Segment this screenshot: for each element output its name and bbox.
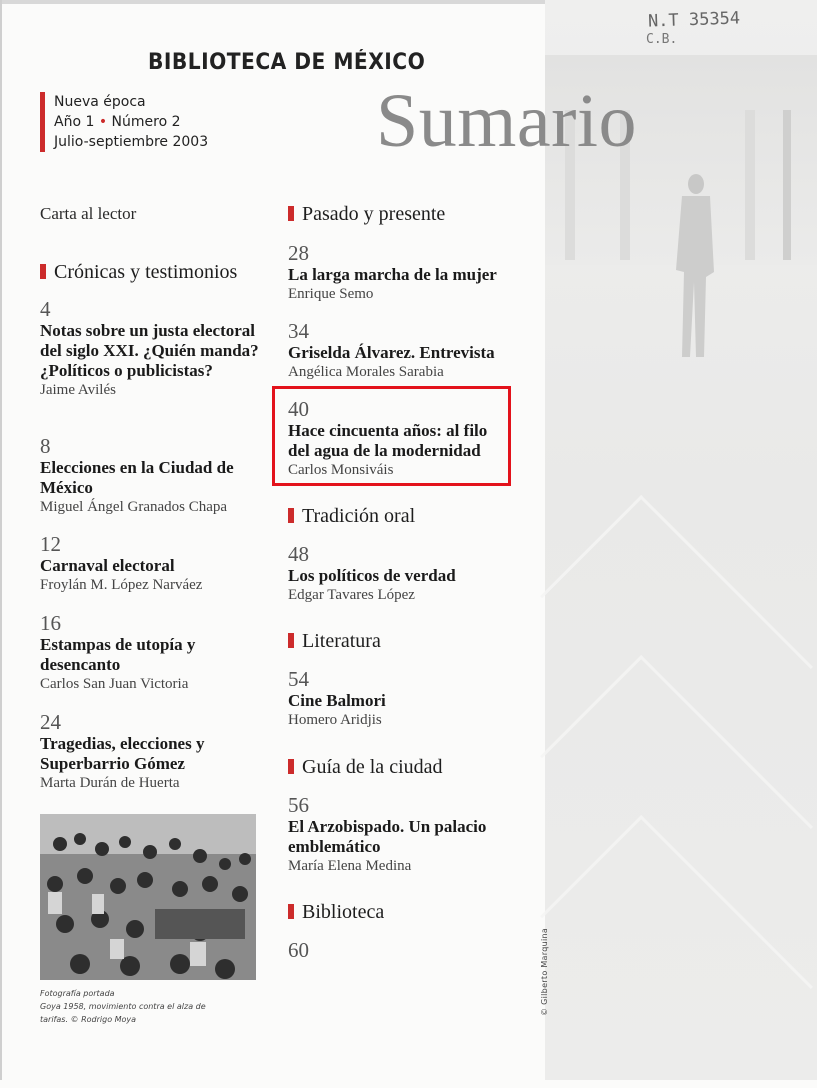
page-left-edge bbox=[0, 0, 2, 1080]
toc-entry[interactable] bbox=[40, 711, 240, 793]
article-title: Los políticos de verdad bbox=[288, 566, 456, 585]
section-tradicion-oral: Tradición oral bbox=[288, 505, 415, 528]
toc-entry[interactable] bbox=[40, 612, 240, 694]
page-title: Sumario bbox=[376, 79, 638, 163]
article-author: Marta Durán de Huerta bbox=[40, 775, 180, 791]
article-title: La larga marcha de la mujer bbox=[288, 265, 497, 284]
page-number: 56 bbox=[288, 793, 309, 817]
library-stamp: BIBLIOTECA DE MÉXICO bbox=[148, 50, 426, 75]
page-number: 16 bbox=[40, 611, 61, 635]
section-marker bbox=[288, 206, 294, 221]
article-author: Jaime Avilés bbox=[40, 382, 116, 398]
issue-number: Número 2 bbox=[111, 114, 181, 130]
article-title: Hace cincuenta años: al filo del agua de la modernidad bbox=[288, 421, 488, 460]
article-author: Carlos San Juan Victoria bbox=[40, 676, 189, 692]
article-author: Enrique Semo bbox=[288, 286, 374, 302]
crowd-illustration bbox=[40, 814, 256, 980]
page-number: 60 bbox=[288, 938, 309, 962]
toc-entry[interactable] bbox=[288, 320, 518, 382]
issue-year: Año 1 bbox=[54, 114, 95, 130]
article-author: Froylán M. López Narváez bbox=[40, 577, 203, 593]
page-number: 12 bbox=[40, 532, 61, 556]
article-author: Angélica Morales Sarabia bbox=[288, 364, 444, 380]
handwritten-note: C.B. bbox=[646, 32, 678, 47]
page-number: 28 bbox=[288, 241, 309, 265]
section-cronicas: Crónicas y testimonios bbox=[40, 261, 237, 284]
article-title: Notas sobre un justa electoral del siglo XXI. ¿Quién manda? ¿Políticos o publicistas? bbox=[40, 321, 259, 380]
walking-man-figure bbox=[670, 172, 718, 362]
article-author: Homero Aridjis bbox=[288, 712, 382, 728]
section-biblioteca: Biblioteca bbox=[288, 901, 384, 924]
issue-info bbox=[40, 92, 208, 152]
bullet-dot: • bbox=[98, 114, 112, 130]
article-title: Griselda Álvarez. Entrevista bbox=[288, 343, 495, 362]
article-title: Cine Balmori bbox=[288, 691, 386, 710]
article-title: Carnaval electoral bbox=[40, 556, 175, 575]
toc-entry[interactable] bbox=[288, 543, 518, 605]
section-marker bbox=[288, 633, 294, 648]
section-pasado-y-presente: Pasado y presente bbox=[288, 203, 445, 226]
section-guia-de-la-ciudad: Guía de la ciudad bbox=[288, 756, 443, 779]
page-number: 8 bbox=[40, 434, 51, 458]
section-marker bbox=[40, 264, 46, 279]
article-title: El Arzobispado. Un palacio emblemático bbox=[288, 817, 487, 856]
handwritten-catalog-number: N.T 35354 bbox=[647, 8, 741, 32]
section-marker bbox=[288, 508, 294, 523]
section-marker bbox=[288, 904, 294, 919]
article-title: Tragedias, elecciones y Superbarrio Gómez bbox=[40, 734, 205, 773]
page-number: 54 bbox=[288, 667, 309, 691]
article-title: Elecciones en la Ciudad de México bbox=[40, 458, 234, 497]
photo-caption: Fotografía portada Goya 1958, movimiento contra el alza de tarifas. © Rodrigo Moya bbox=[40, 989, 206, 1024]
carta-al-lector[interactable]: Carta al lector bbox=[40, 204, 137, 223]
toc-entry[interactable] bbox=[40, 533, 260, 595]
toc-entry[interactable] bbox=[288, 939, 488, 962]
article-title: Estampas de utopía y desencanto bbox=[40, 635, 196, 674]
photo-credit: © Gilberto Marquina bbox=[540, 927, 549, 1016]
section-literatura: Literatura bbox=[288, 630, 381, 653]
article-author: Miguel Ángel Granados Chapa bbox=[40, 499, 228, 515]
toc-entry[interactable] bbox=[288, 242, 518, 304]
issue-era: Nueva época bbox=[54, 94, 146, 110]
article-author: Edgar Tavares López bbox=[288, 587, 415, 603]
cover-photo-crowd bbox=[40, 814, 256, 980]
page-number: 34 bbox=[288, 319, 309, 343]
page-number: 4 bbox=[40, 297, 51, 321]
article-author: Carlos Monsiváis bbox=[288, 462, 394, 478]
issue-date: Julio-septiembre 2003 bbox=[54, 134, 209, 150]
article-author: María Elena Medina bbox=[288, 858, 412, 874]
toc-entry[interactable] bbox=[40, 298, 260, 400]
toc-entry[interactable] bbox=[40, 435, 260, 517]
section-marker bbox=[288, 759, 294, 774]
toc-entry[interactable] bbox=[288, 668, 518, 730]
page-number: 40 bbox=[288, 397, 309, 421]
page-number: 48 bbox=[288, 542, 309, 566]
highlight-box bbox=[272, 386, 511, 486]
toc-entry[interactable] bbox=[288, 794, 508, 876]
page-number: 24 bbox=[40, 710, 61, 734]
